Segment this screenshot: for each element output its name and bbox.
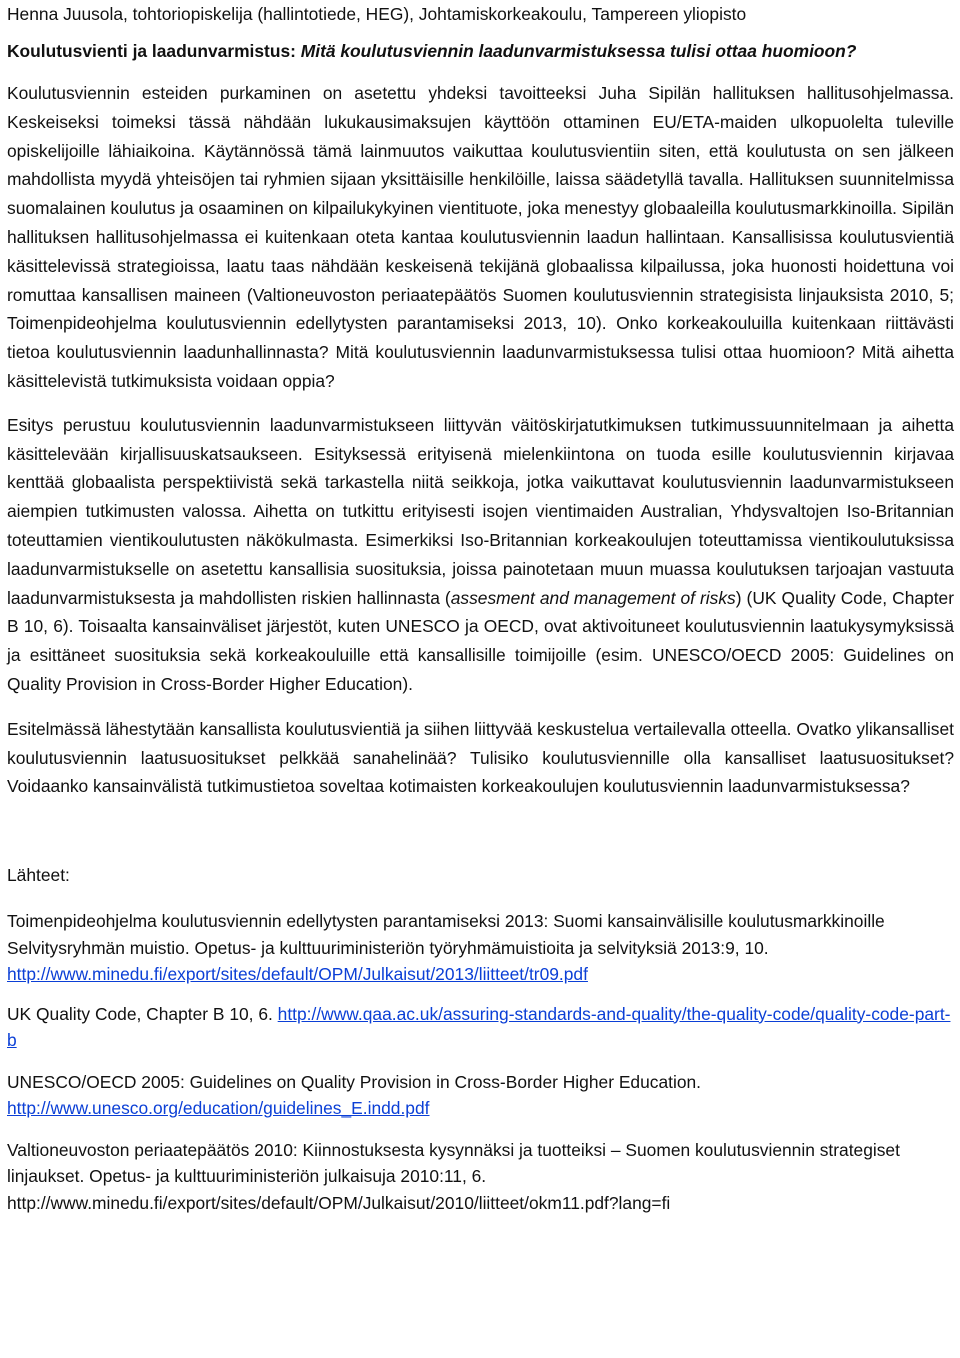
paragraph-background <box>7 411 954 699</box>
reference-link[interactable]: http://www.qaa.ac.uk/assuring-standards-and-quality/the-quality-code/quality-code-part-b <box>7 1003 951 1051</box>
paragraph-intro: Koulutusviennin esteiden purkaminen on asetettu yhdeksi tavoitteeksi Juha Sipilän hallituksen hallitusohjelmassa. Keskeiseksi toimeksi tässä nähdään lukukausimaksujen käyttöön ottaminen EU/ETA-maiden ulkopuolelta tuleville opiskelijoille lähiaikoina. Käytännössä tämä lainmuutos vaikuttaa koulutusvientiin siten, että koulutusta on sen jälkeen mahdollista myydä yhteisöjen tai ryhmien sijaan yksittäisille henkilöille, laissa säädetyllä tavalla. Hallituksen suunnitelmissa suomalainen koulutus ja osaaminen on kilpailukykyinen vientituote, joka menestyy globaaleilla koulutusmarkkinoilla. Sipilän hallituksen hallitusohjelmassa ei kuitenkaan oteta kantaa koulutusviennin laadun hallintaan. Kansallisissa koulutusvientiä käsittelevissä strategioissa, laatu taas nähdään keskeisenä tekijänä globaalissa kilpailussa, joka huonosti hoidettuna voi romuttaa kansallisen maineen (Valtioneuvoston periaatepäätös Suomen koulutusviennin strategisista linjauksista 2010, 5; Toimenpideohjelma koulutusviennin edellytysten parantamiseksi 2013, 10). Onko korkeakouluilla kuitenkaan riittävästi tietoa koulutusviennin laadunhallinnasta? Mitä koulutusviennin laadunvarmistuksessa tulisi ottaa huomioon? Mitä aihetta käsittelevistä tutkimuksista voidaan oppia? <box>7 83 954 391</box>
reference-item <box>7 1137 954 1217</box>
reference-link[interactable]: http://www.unesco.org/education/guidelines_E.indd.pdf <box>7 1098 430 1119</box>
sources-heading: Lähteet: <box>7 865 70 886</box>
abstract-title <box>7 37 954 65</box>
paragraph-background-italic: assesment and management of risks <box>450 587 736 608</box>
reference-text: UK Quality Code, Chapter B 10, 6. <box>7 1003 278 1024</box>
title-question: Mitä koulutusviennin laadunvarmistuksessa tulisi ottaa huomioon? <box>300 41 857 61</box>
author-line: Henna Juusola, tohtoriopiskelija (hallintotiede, HEG), Johtamiskorkeakoulu, Tampereen yliopisto <box>7 4 747 24</box>
reference-text: UNESCO/OECD 2005: Guidelines on Quality Provision in Cross-Border Higher Education. <box>7 1071 701 1092</box>
reference-item <box>7 1001 954 1054</box>
paragraph-background-text-1: Esitys perustuu koulutusviennin laadunvarmistukseen liittyvän väitöskirjatutkimuksen tutkimussuunnitelmaan ja aihetta käsittelevään kirjallisuuskatsaukseen. Esityksessä erityisenä mielenkiintona on tuoda esille koulutusviennin kirjavaa kenttää globaalista perspektiivistä sekä tarkastella niitä seikkoja, jotka vaikuttavat koulutusviennin laadunvarmistukseen aiempien tutkimusten valossa. Aihetta on tutkittu erityisesti isojen vientimaiden Australian, Yhdysvaltojen Iso-Britannian toteuttamien vientikoulutusten näkökulmasta. Esimerkiksi Iso-Britannian korkeakoulujen toteuttamissa vientikoulutuksissa laadunvarmistukselle on asetettu kansallisia suosituksia, joissa painotetaan muun muassa koulutuksen tarjoajan vastuuta laadunvarmistuksesta ja mahdollisten riskien hallinnasta ( <box>7 414 954 608</box>
paragraph-questions: Esitelmässä lähestytään kansallista koulutusvientiä ja siihen liittyvää keskustelua vertailevalla otteella. Ovatko ylikansalliset koulutusviennin laatusuositukset pelkkää sanahelinää? Tulisiko koulutusviennille olla kansalliset laatusuositukset? Voidaanko kansainvälistä tutkimustietoa soveltaa kotimaisten korkeakoulujen koulutusviennin laadunvarmistuksessa? <box>7 718 954 797</box>
reference-text: Toimenpideohjelma koulutusviennin edellytysten parantamiseksi 2013: Suomi kansainvälisille koulutusmarkkinoille Selvitysryhmän muistio. Opetus- ja kulttuuriministeriön työryhmämuistioita ja selvityksiä 2013:9, 10. <box>7 911 885 958</box>
reference-text: Valtioneuvoston periaatepäätös 2010: Kiinnostuksesta kysynnäksi ja tuotteiksi – Suomen koulutusviennin strategiset linjaukset. Opetus- ja kulttuuriministeriön julkaisuja 2010:11, 6. <box>7 1139 900 1187</box>
title-prefix: Koulutusvienti ja laadunvarmistus: <box>7 41 301 61</box>
reference-item <box>7 908 954 988</box>
reference-item <box>7 1069 954 1122</box>
paragraph-background-text-2: ) (UK Quality Code, Chapter B 10, 6). Toisaalta kansainväliset järjestöt, kuten UNESCO ja OECD, ovat aktivoituneet koulutusviennin laatukysymyksissä ja esittäneet suosituksia sekä korkeakouluille että kansallisille toimijoille (esim. UNESCO/OECD 2005: Guidelines on Quality Provision in Cross-Border Higher Education). <box>7 587 955 694</box>
reference-url: http://www.minedu.fi/export/sites/default/OPM/Julkaisut/2010/liitteet/okm11.pdf?lang=fi <box>7 1192 671 1213</box>
reference-link[interactable]: http://www.minedu.fi/export/sites/default/OPM/Julkaisut/2013/liitteet/tr09.pdf <box>7 964 588 985</box>
